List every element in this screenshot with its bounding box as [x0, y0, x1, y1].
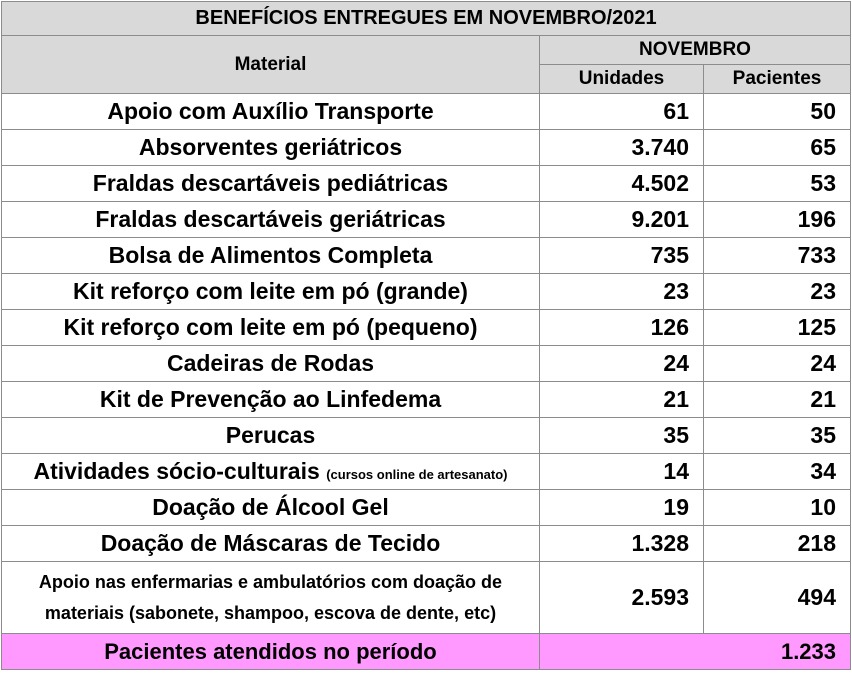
table-row: [2, 562, 851, 634]
table-row: [2, 202, 851, 238]
patients-cell: 10: [704, 490, 851, 526]
table-row: [2, 238, 851, 274]
units-cell: 735: [540, 238, 704, 274]
units-cell: 3.740: [540, 130, 704, 166]
units-header: Unidades: [540, 65, 704, 94]
table-row: [2, 94, 851, 130]
total-row: [2, 634, 851, 670]
table-row: [2, 166, 851, 202]
patients-cell: 196: [704, 202, 851, 238]
table-row: [2, 454, 851, 490]
material-cell: Fraldas descartáveis pediátricas: [2, 166, 540, 202]
patients-cell: 218: [704, 526, 851, 562]
units-cell: 4.502: [540, 166, 704, 202]
units-cell: 35: [540, 418, 704, 454]
patients-cell: 23: [704, 274, 851, 310]
material-cell: Doação de Máscaras de Tecido: [2, 526, 540, 562]
units-cell: 23: [540, 274, 704, 310]
material-cell: Kit reforço com leite em pó (pequeno): [2, 310, 540, 346]
table-row: [2, 274, 851, 310]
units-cell: 2.593: [540, 562, 704, 634]
table-row: [2, 130, 851, 166]
patients-cell: 125: [704, 310, 851, 346]
table-row: [2, 418, 851, 454]
material-cell: Bolsa de Alimentos Completa: [2, 238, 540, 274]
units-cell: 61: [540, 94, 704, 130]
table-row: [2, 526, 851, 562]
material-cell: Cadeiras de Rodas: [2, 346, 540, 382]
material-cell: [2, 454, 540, 490]
material-cell: Apoio nas enfermarias e ambulatórios com doação de materiais (sabonete, shampoo, escova de dente, etc): [2, 562, 540, 634]
month-header: NOVEMBRO: [540, 36, 851, 65]
material-cell: Doação de Álcool Gel: [2, 490, 540, 526]
patients-cell: 35: [704, 418, 851, 454]
patients-cell: 21: [704, 382, 851, 418]
patients-header: Pacientes: [704, 65, 851, 94]
title-row: [2, 2, 851, 36]
table-row: [2, 346, 851, 382]
table-row: [2, 490, 851, 526]
patients-cell: 65: [704, 130, 851, 166]
table-row: [2, 382, 851, 418]
material-name: Atividades sócio-culturais: [33, 458, 320, 484]
table-row: [2, 310, 851, 346]
material-cell: Absorventes geriátricos: [2, 130, 540, 166]
material-cell: Kit de Prevenção ao Linfedema: [2, 382, 540, 418]
units-cell: 9.201: [540, 202, 704, 238]
patients-cell: 50: [704, 94, 851, 130]
header-row-1: [2, 36, 851, 65]
patients-cell: 494: [704, 562, 851, 634]
material-cell: Perucas: [2, 418, 540, 454]
units-cell: 126: [540, 310, 704, 346]
units-cell: 21: [540, 382, 704, 418]
patients-cell: 53: [704, 166, 851, 202]
material-note: (cursos online de artesanato): [326, 467, 508, 482]
material-cell: Kit reforço com leite em pó (grande): [2, 274, 540, 310]
patients-cell: 34: [704, 454, 851, 490]
material-header: Material: [2, 36, 540, 94]
units-cell: 1.328: [540, 526, 704, 562]
benefits-table: [1, 1, 851, 670]
units-cell: 14: [540, 454, 704, 490]
patients-cell: 733: [704, 238, 851, 274]
table-title: BENEFÍCIOS ENTREGUES EM NOVEMBRO/2021: [2, 2, 851, 36]
material-cell: Apoio com Auxílio Transporte: [2, 94, 540, 130]
units-cell: 19: [540, 490, 704, 526]
total-label: Pacientes atendidos no período: [2, 634, 540, 670]
units-cell: 24: [540, 346, 704, 382]
material-cell: Fraldas descartáveis geriátricas: [2, 202, 540, 238]
total-value: 1.233: [540, 634, 851, 670]
patients-cell: 24: [704, 346, 851, 382]
